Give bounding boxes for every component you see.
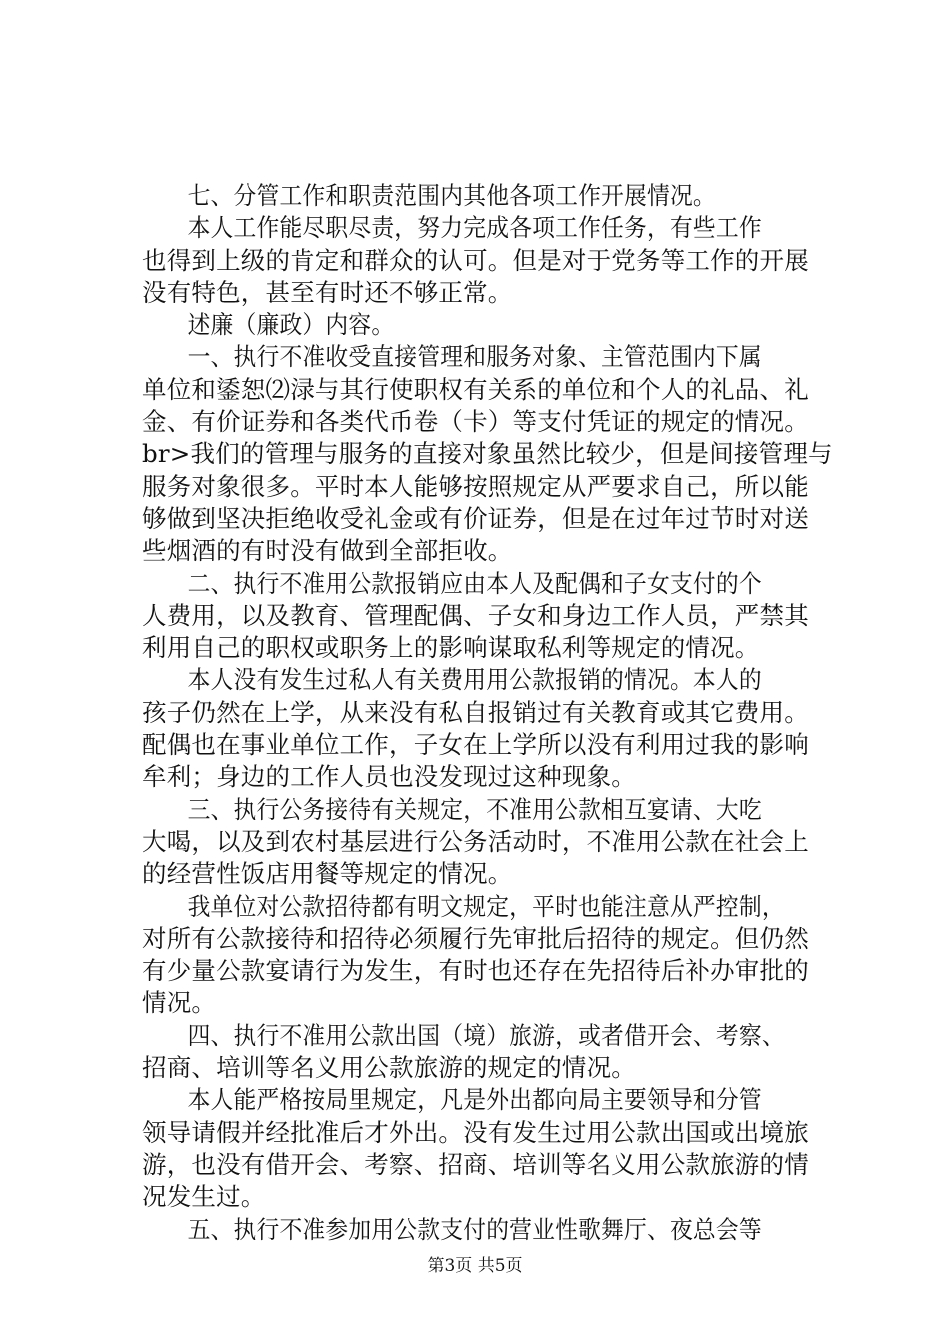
text-line: 二、执行不准用公款报销应由本人及配偶和子女支付的个 <box>187 568 762 598</box>
page-footer: 第3页 共5页 <box>427 1256 523 1276</box>
text-line: 对所有公款接待和招待必须履行先审批后招待的规定。但仍然 <box>142 923 809 953</box>
text-line: 我单位对公款招待都有明文规定，平时也能注意从严控制， <box>187 891 785 921</box>
text-line: 游，也没有借开会、考察、招商、培训等名义用公款旅游的情 <box>142 1149 809 1179</box>
text-line: 七、分管工作和职责范围内其他各项工作开展情况。 <box>187 181 716 210</box>
text-line: 有少量公款宴请行为发生，有时也还存在先招待后补办审批的 <box>142 956 809 986</box>
text-line: 些烟酒的有时没有做到全部拒收。 <box>142 536 513 566</box>
text-line: 够做到坚决拒绝收受礼金或有价证券，但是在过年过节时对送 <box>142 503 809 533</box>
text-line: 孩子仍然在上学，从来没有私自报销过有关教育或其它费用。 <box>142 697 809 727</box>
text-line: 的经营性饭店用餐等规定的情况。 <box>142 859 513 889</box>
text-line: 单位和鋈恕⑵渌与其行使职权有关系的单位和个人的礼品、礼 <box>142 374 809 404</box>
text-line: 情况。 <box>142 988 217 1018</box>
text-line: 四、执行不准用公款出国（境）旅游，或者借开会、考察、 <box>187 1020 785 1050</box>
text-line: 况发生过。 <box>142 1182 266 1212</box>
text-line: 服务对象很多。平时本人能够按照规定从严要求自己，所以能 <box>142 471 809 501</box>
text-line: 本人没有发生过私人有关费用用公款报销的情况。本人的 <box>187 665 762 695</box>
text-line: 大喝，以及到农村基层进行公务活动时，不准用公款在社会上 <box>142 826 809 856</box>
text-line: 本人能严格按局里规定，凡是外出都向局主要领导和分管 <box>187 1085 762 1115</box>
text-line: 五、执行不准参加用公款支付的营业性歌舞厅、夜总会等 <box>187 1214 762 1244</box>
text-line: 也得到上级的肯定和群众的认可。但是对于党务等工作的开展 <box>142 245 809 275</box>
text-line: 牟利；身边的工作人员也没发现过这种现象。 <box>142 762 636 792</box>
text-line: 金、有价证券和各类代币卷（卡）等支付凭证的规定的情况。 <box>142 407 809 437</box>
document-body <box>142 180 842 1246</box>
text-line: 三、执行公务接待有关规定，不准用公款相互宴请、大吃 <box>187 794 762 824</box>
text-line: br>我们的管理与服务的直接对象虽然比较少，但是间接管理与 <box>142 439 833 469</box>
text-line: 没有特色，甚至有时还不够正常。 <box>142 277 513 307</box>
text-line: 利用自己的职权或职务上的影响谋取私利等规定的情况。 <box>142 633 760 663</box>
text-line: 述廉（廉政）内容。 <box>187 310 395 340</box>
text-line: 本人工作能尽职尽责，努力完成各项工作任务，有些工作 <box>187 213 762 243</box>
text-line: 招商、培训等名义用公款旅游的规定的情况。 <box>142 1053 636 1083</box>
text-line: 配偶也在事业单位工作，子女在上学所以没有利用过我的影响 <box>142 730 809 760</box>
text-line: 人费用，以及教育、管理配偶、子女和身边工作人员，严禁其 <box>142 600 809 630</box>
text-line: 一、执行不准收受直接管理和服务对象、主管范围内下属 <box>187 342 762 372</box>
text-line: 领导请假并经批准后才外出。没有发生过用公款出国或出境旅 <box>142 1117 809 1147</box>
